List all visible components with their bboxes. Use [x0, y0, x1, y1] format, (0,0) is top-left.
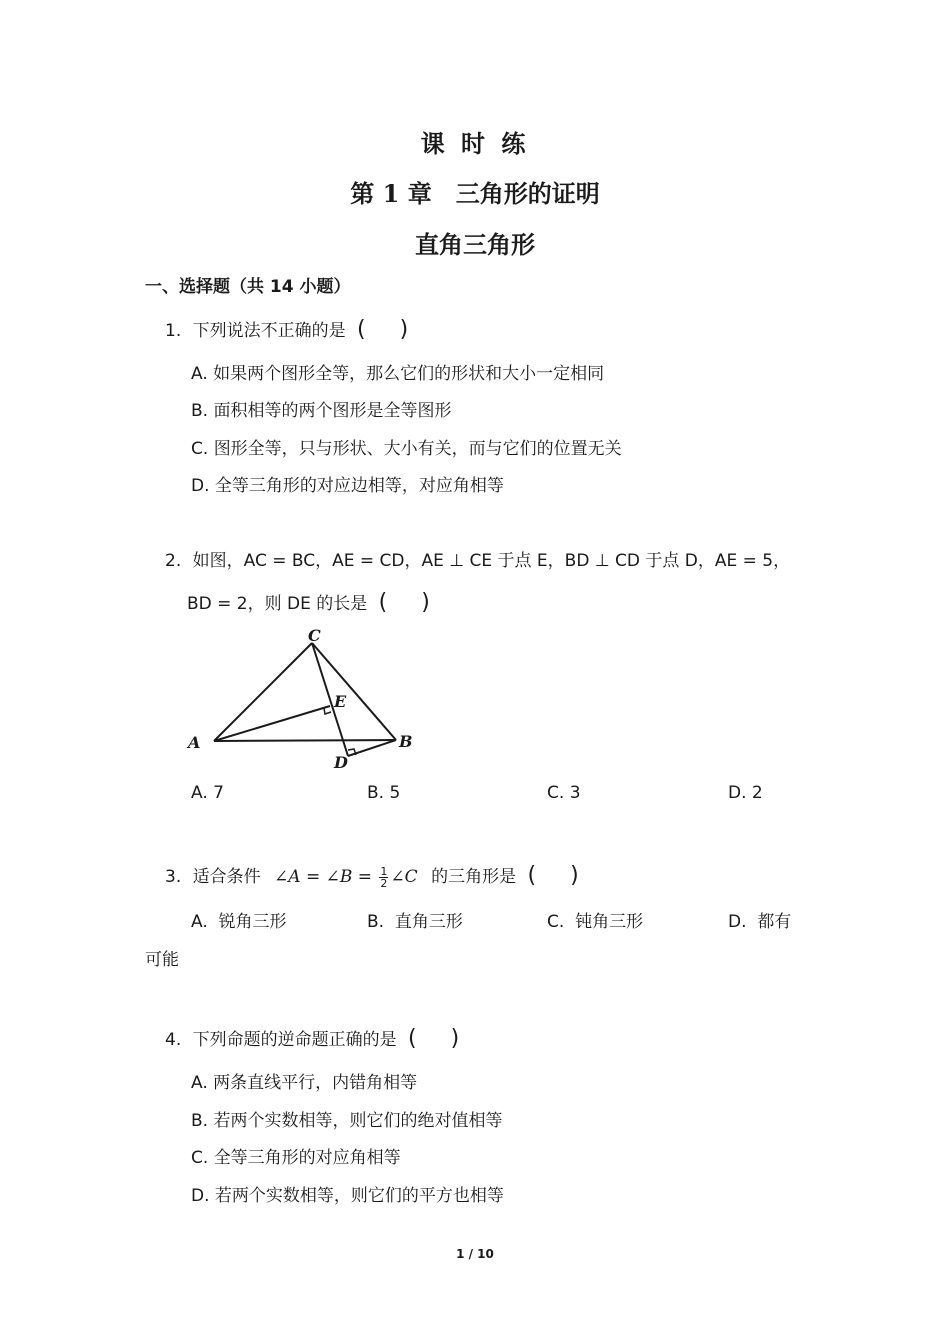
q4-option-d: D. 若两个实数相等，则它们的平方也相等 — [191, 1186, 504, 1206]
label-e: E — [334, 692, 347, 711]
answer-paren-open: ( — [408, 1026, 417, 1051]
section-title: 直角三角形 — [415, 230, 535, 259]
label-c: C — [308, 628, 321, 645]
q1-option-b: B. 面积相等的两个图形是全等图形 — [191, 401, 452, 421]
segment-ab — [214, 740, 396, 741]
q2-option-b: B. 5 — [367, 783, 401, 803]
question-stem-line1: 如图，AC = BC，AE = CD，AE ⊥ CE 于点 E，BD ⊥ CD 于点 D，AE = 5， — [192, 551, 791, 571]
q4-option-a: A. 两条直线平行，内错角相等 — [191, 1073, 418, 1093]
question-stem-line2: BD = 2，则 DE 的长是 — [187, 594, 368, 614]
fraction-half: $\frac{1}{2}$ — [380, 864, 388, 890]
q3-option-d: D. 都有 — [728, 912, 792, 932]
q3-option-d-wrap: 可能 — [145, 950, 179, 970]
triangle-figure — [180, 628, 420, 778]
question-number: 2. — [165, 551, 182, 571]
q4-option-c: C. 全等三角形的对应角相等 — [191, 1148, 401, 1168]
question-4 — [165, 1025, 459, 1051]
question-2-line2 — [187, 589, 430, 615]
q4-option-b: B. 若两个实数相等，则它们的绝对值相等 — [191, 1111, 503, 1131]
page-number: 1 / 10 — [456, 1247, 494, 1261]
answer-paren-open: ( — [527, 863, 537, 888]
question-number: 1. — [165, 321, 182, 341]
q2-option-a: A. 7 — [191, 783, 224, 803]
q3-option-a: A. 锐角三形 — [191, 912, 287, 932]
question-number: 3. — [165, 867, 182, 887]
q3-option-c: C. 钝角三形 — [547, 912, 644, 932]
label-d: D — [334, 753, 348, 772]
answer-paren-open: ( — [378, 590, 388, 615]
right-angle-mark-e — [324, 708, 331, 714]
q1-option-d: D. 全等三角形的对应边相等，对应角相等 — [191, 476, 504, 496]
question-2 — [165, 546, 790, 571]
answer-paren-close: ) — [570, 863, 579, 888]
answer-paren-close: ) — [399, 317, 409, 342]
answer-paren-close: ) — [450, 1026, 460, 1051]
question-stem: 下列说法不正确的是 — [192, 321, 346, 341]
segment-cb — [312, 643, 396, 740]
label-a: A — [188, 733, 201, 752]
question-stem-post: 的三角形是 — [431, 867, 517, 887]
doc-title: 课 时 练 — [420, 129, 530, 158]
q2-option-c: C. 3 — [547, 783, 581, 803]
q1-option-a: A. 如果两个图形全等，那么它们的形状和大小一定相同 — [191, 364, 605, 384]
angle-expression-left: ∠A = ∠B = — [274, 867, 373, 887]
question-1 — [165, 316, 408, 342]
section-heading: 一、选择题（共 14 小题） — [145, 277, 351, 297]
answer-paren-open: ( — [357, 317, 366, 342]
chapter-title: 第 1 章 三角形的证明 — [350, 179, 600, 208]
question-number: 4. — [165, 1030, 182, 1050]
q1-option-c: C. 图形全等，只与形状、大小有关，而与它们的位置无关 — [191, 439, 622, 459]
question-stem-pre: 适合条件 — [192, 867, 261, 887]
answer-paren-close: ) — [421, 590, 430, 615]
angle-expression-right: ∠C — [390, 867, 418, 887]
question-stem: 下列命题的逆命题正确的是 — [192, 1030, 397, 1050]
q2-option-d: D. 2 — [728, 783, 763, 803]
q3-option-b: B. 直角三形 — [367, 912, 463, 932]
question-3 — [165, 862, 579, 889]
label-b: B — [399, 732, 413, 751]
